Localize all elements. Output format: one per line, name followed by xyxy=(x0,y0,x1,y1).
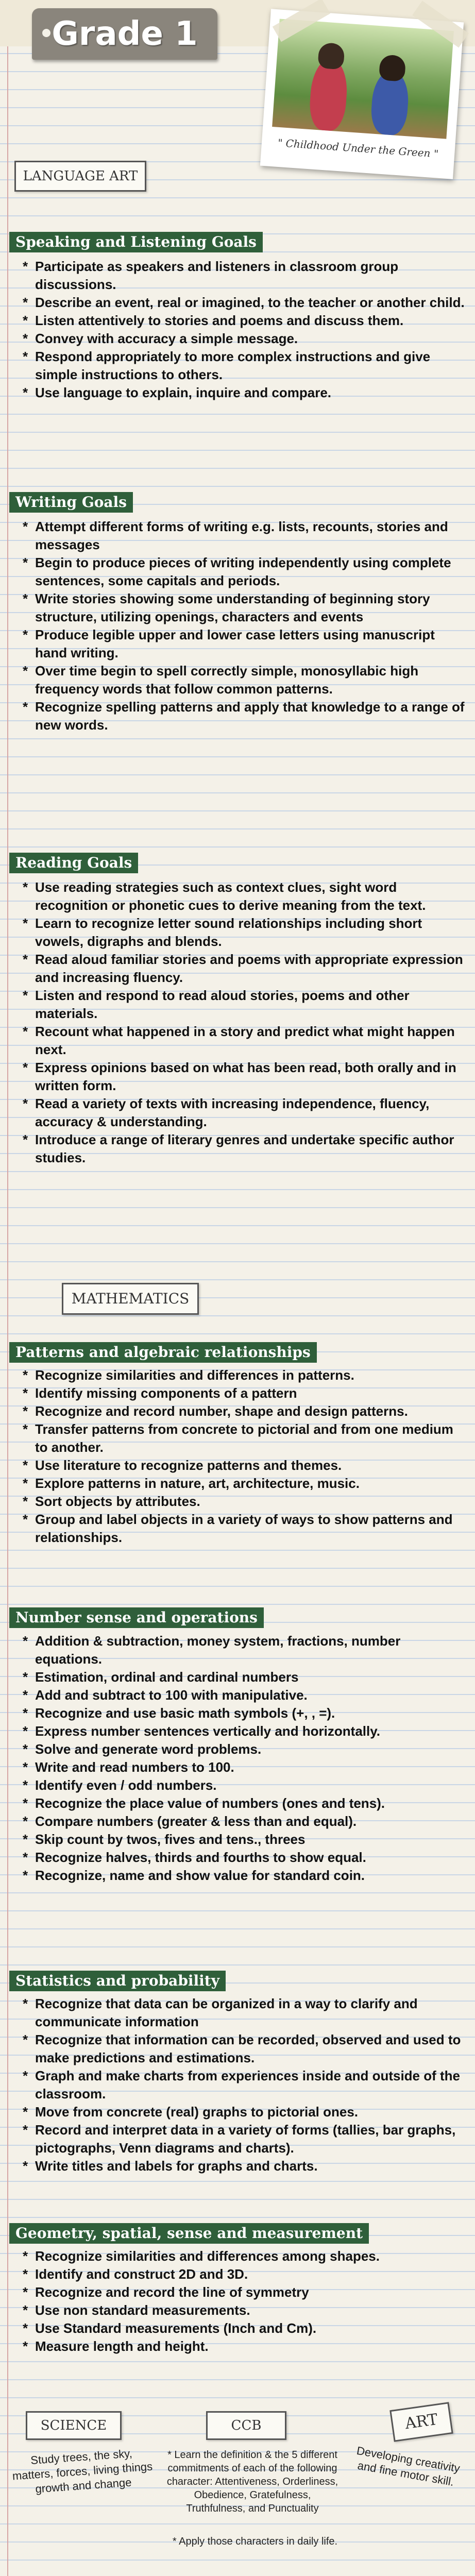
list-item: * Use literature to recognize patterns and themes. xyxy=(23,1456,466,1475)
list-item: * Move from concrete (real) graphs to pictorial ones. xyxy=(23,2103,466,2121)
geometry-heading: Geometry, spatial, sense and measurement xyxy=(9,2223,369,2244)
number-sense-list xyxy=(23,1632,466,1885)
statistics-list xyxy=(23,1995,466,2175)
list-item: * Write titles and labels for graphs and charts. xyxy=(23,2157,466,2175)
list-item: * Transfer patterns from concrete to pictorial and from one medium to another. xyxy=(23,1420,466,1456)
list-item: * Add and subtract to 100 with manipulative. xyxy=(23,1686,466,1704)
list-item: * Recognize similarities and differences among shapes. xyxy=(23,2247,466,2265)
geometry-list xyxy=(23,2247,466,2355)
patterns-list xyxy=(23,1366,466,1547)
list-item: * Learn to recognize letter sound relationships including short vowels, digraphs and blends. xyxy=(23,914,466,951)
list-item: * Use non standard measurements. xyxy=(23,2301,466,2319)
list-item: * Group and label objects in a variety of ways to show patterns and relationships. xyxy=(23,1511,466,1547)
list-item: * Recognize and use basic math symbols (+, , =). xyxy=(23,1704,466,1722)
list-item: * Recognize and record number, shape and design patterns. xyxy=(23,1402,466,1420)
children-photo xyxy=(272,19,454,139)
list-item: * Describe an event, real or imagined, to the teacher or another child. xyxy=(23,294,466,312)
tag-hole xyxy=(42,29,50,37)
science-text: Study trees, the sky, matters, forces, living things growth and change xyxy=(12,2447,153,2496)
notebook-margin-line xyxy=(7,0,8,2576)
list-item: * Sort objects by attributes. xyxy=(23,1493,466,1511)
list-item: * Recognize spelling patterns and apply that knowledge to a range of new words. xyxy=(23,698,466,734)
list-item: * Record and interpret data in a variety of forms (tallies, bar graphs, pictographs, Venn diagrams and charts). xyxy=(23,2121,466,2157)
art-label: ART xyxy=(389,2402,453,2442)
list-item: * Listen and respond to read aloud stories, poems and other materials. xyxy=(23,987,466,1023)
list-item: * Measure length and height. xyxy=(23,2337,466,2355)
list-item: * Attempt different forms of writing e.g. lists, recounts, stories and messages xyxy=(23,518,466,554)
writing-goals-heading: Writing Goals xyxy=(9,492,133,513)
list-item: * Explore patterns in nature, art, architecture, music. xyxy=(23,1475,466,1493)
reading-goals-heading: Reading Goals xyxy=(9,853,138,873)
statistics-heading: Statistics and probability xyxy=(9,1971,226,1991)
patterns-heading: Patterns and algebraic relationships xyxy=(9,1342,317,1363)
list-item: * Recognize halves, thirds and fourths to show equal. xyxy=(23,1849,466,1867)
grade-tag xyxy=(32,8,217,60)
list-item: * Recognize, name and show value for standard coin. xyxy=(23,1867,466,1885)
child-head xyxy=(379,54,406,81)
list-item: * Convey with accuracy a simple message. xyxy=(23,330,466,348)
art-text: Developing creativity and fine motor skill. xyxy=(355,2444,461,2489)
list-item: * Write and read numbers to 100. xyxy=(23,1758,466,1776)
speaking-goals-list xyxy=(23,258,466,402)
list-item: * Participate as speakers and listeners in classroom group discussions. xyxy=(23,258,466,294)
list-item: * Read aloud familiar stories and poems with appropriate expression and increasing fluency. xyxy=(23,951,466,987)
list-item: * Introduce a range of literary genres and undertake specific author studies. xyxy=(23,1131,466,1167)
speaking-goals-heading: Speaking and Listening Goals xyxy=(9,232,263,252)
list-item: * Listen attentively to stories and poems and discuss them. xyxy=(23,312,466,330)
list-item: * Recount what happened in a story and predict what might happen next. xyxy=(23,1023,466,1059)
number-sense-heading: Number sense and operations xyxy=(9,1607,264,1628)
list-item: * Recognize similarities and differences in patterns. xyxy=(23,1366,466,1384)
list-item: * Use Standard measurements (Inch and Cm). xyxy=(23,2319,466,2337)
photo-caption: " Childhood Under the Green " xyxy=(277,136,439,160)
list-item: * Identify and construct 2D and 3D. xyxy=(23,2265,466,2283)
list-item: * Compare numbers (greater & less than and equal). xyxy=(23,1812,466,1831)
ccb-text-apply: * Apply those characters in daily life. xyxy=(172,2536,338,2547)
list-item: * Estimation, ordinal and cardinal numbers xyxy=(23,1668,466,1686)
child-head xyxy=(317,42,345,70)
list-item: * Begin to produce pieces of writing independently using complete sentences, some capitals and periods. xyxy=(23,554,466,590)
list-item: * Express opinions based on what has been read, both orally and in written form. xyxy=(23,1059,466,1095)
list-item: * Use language to explain, inquire and compare. xyxy=(23,384,466,402)
list-item: * Graph and make charts from experiences inside and outside of the classroom. xyxy=(23,2067,466,2103)
list-item: * Addition & subtraction, money system, fractions, number equations. xyxy=(23,1632,466,1668)
list-item: * Read a variety of texts with increasing independence, fluency, accuracy & understanding. xyxy=(23,1095,466,1131)
list-item: * Over time begin to spell correctly simple, monosyllabic high frequency words that follow common patterns. xyxy=(23,662,466,698)
mathematics-label: MATHEMATICS xyxy=(62,1283,199,1315)
ccb-label: CCB xyxy=(206,2411,286,2440)
grade-title: Grade 1 xyxy=(52,15,198,53)
list-item: * Solve and generate word problems. xyxy=(23,1740,466,1758)
list-item: * Respond appropriately to more complex instructions and give simple instructions to others. xyxy=(23,348,466,384)
list-item: * Recognize the place value of numbers (ones and tens). xyxy=(23,1794,466,1812)
list-item: * Write stories showing some understanding of beginning story structure, utilizing openings, characters and events xyxy=(23,590,466,626)
reading-goals-list xyxy=(23,878,466,1167)
list-item: * Express number sentences vertically and horizontally. xyxy=(23,1722,466,1740)
list-item: * Recognize and record the line of symmetry xyxy=(23,2283,466,2301)
list-item: * Recognize that data can be organized in a way to clarify and communicate information xyxy=(23,1995,466,2031)
list-item: * Use reading strategies such as context clues, sight word recognition or phonetic cues to derive meaning from the text. xyxy=(23,878,466,914)
list-item: * Identify even / odd numbers. xyxy=(23,1776,466,1794)
ccb-text: * Learn the definition & the 5 different commitments of each of the following character: Attentiveness, Orderliness, Obedience, Gratefulness, Truthfulness, and Punctuality xyxy=(166,2449,338,2514)
writing-goals-list xyxy=(23,518,466,734)
science-label: SCIENCE xyxy=(26,2411,122,2440)
list-item: * Produce legible upper and lower case letters using manuscript hand writing. xyxy=(23,626,466,662)
list-item: * Recognize that information can be recorded, observed and used to make predictions and estimations. xyxy=(23,2031,466,2067)
list-item: * Identify missing components of a pattern xyxy=(23,1384,466,1402)
language-art-label: LANGUAGE ART xyxy=(14,161,146,192)
list-item: * Skip count by twos, fives and tens., threes xyxy=(23,1831,466,1849)
